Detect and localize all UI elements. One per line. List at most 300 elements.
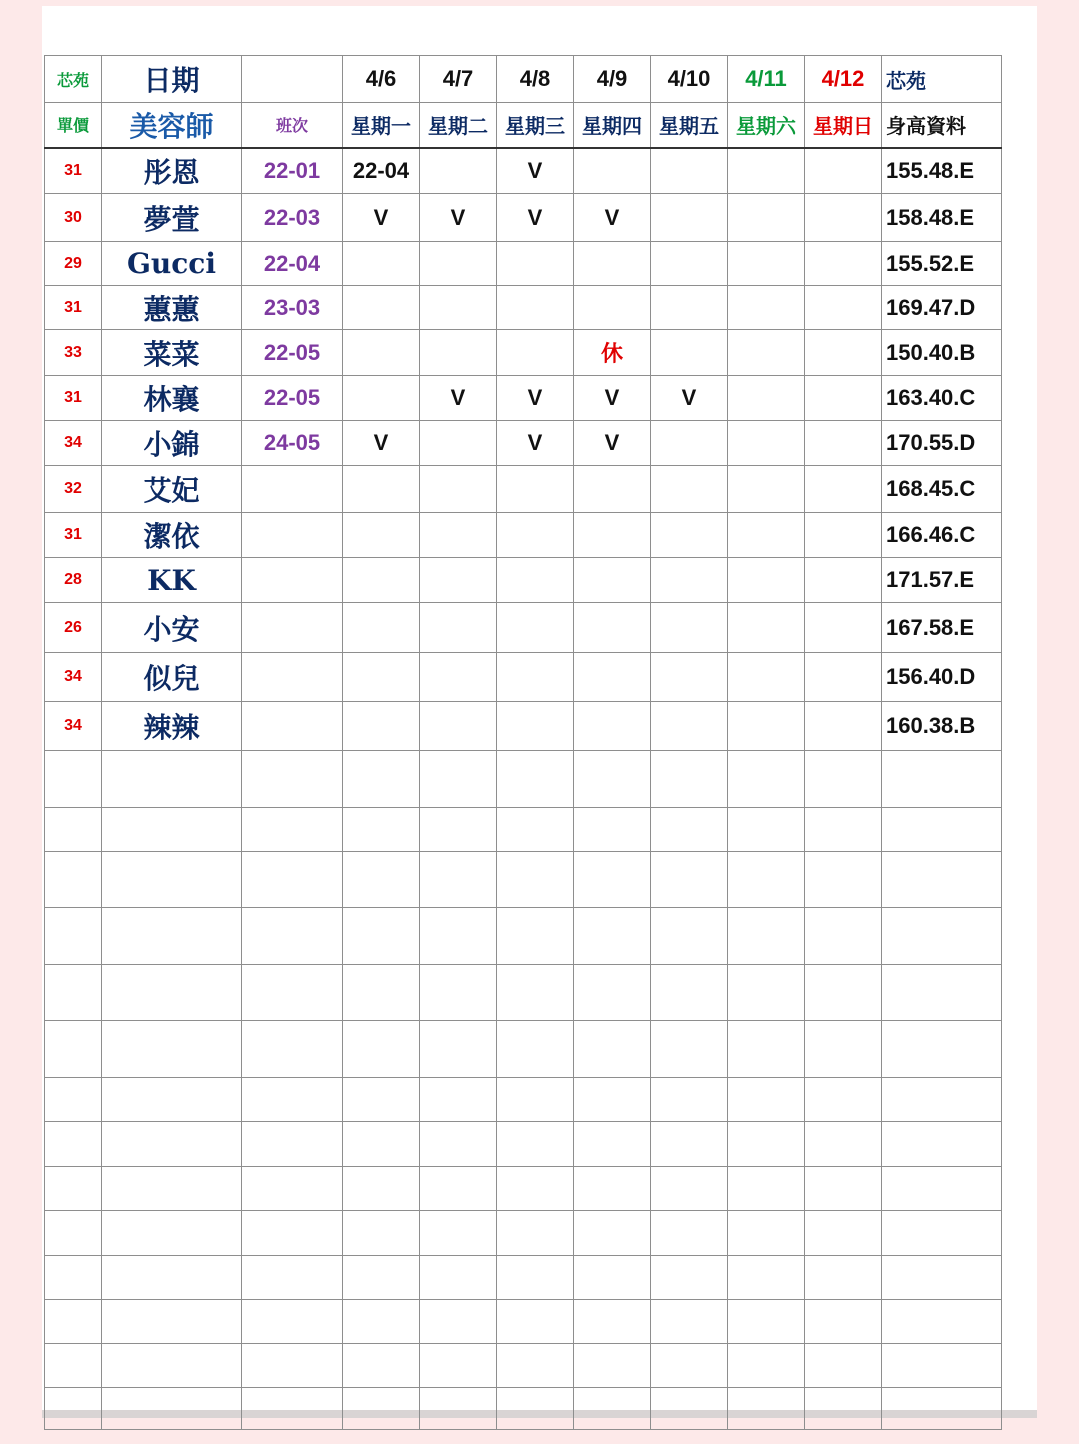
header-row-dates [45, 56, 1002, 103]
height-info-cell: 158.48.E [882, 194, 1002, 242]
stylist-name: 彤恩 [102, 148, 242, 194]
height-info-cell: 156.40.D [882, 653, 1002, 702]
height-info-cell: 155.52.E [882, 242, 1002, 286]
empty-cell [882, 965, 1002, 1021]
empty-cell [242, 1122, 343, 1167]
empty-cell [45, 965, 102, 1021]
empty-cell [651, 1344, 728, 1388]
corner-bottom-label: 單價 [45, 103, 102, 148]
empty-cell [728, 1388, 805, 1430]
attendance-cell-thu: V [574, 376, 651, 421]
empty-cell [420, 965, 497, 1021]
empty-cell [805, 852, 882, 908]
empty-cell [242, 751, 343, 808]
attendance-cell-mon [343, 702, 420, 751]
attendance-cell-wed [497, 603, 574, 653]
empty-cell [728, 908, 805, 965]
height-info-cell: 163.40.C [882, 376, 1002, 421]
empty-cell [45, 808, 102, 852]
empty-cell [343, 852, 420, 908]
empty-cell [45, 751, 102, 808]
empty-cell [242, 1388, 343, 1430]
empty-cell [651, 1211, 728, 1256]
stylist-name: Gucci [102, 242, 242, 286]
empty-cell [497, 1388, 574, 1430]
date-cell-wed: 4/8 [497, 56, 574, 103]
empty-cell [242, 965, 343, 1021]
empty-cell [574, 751, 651, 808]
price-cell: 31 [45, 376, 102, 421]
attendance-cell-sat [728, 603, 805, 653]
attendance-cell-sun [805, 558, 882, 603]
empty-cell [497, 1211, 574, 1256]
weekday-cell-thu: 星期四 [574, 103, 651, 148]
empty-cell [728, 852, 805, 908]
stylist-name: 蕙蕙 [102, 286, 242, 330]
empty-cell [805, 1021, 882, 1078]
empty-row [45, 908, 1002, 965]
empty-cell [651, 1167, 728, 1211]
shift-cell [242, 558, 343, 603]
table-row [45, 286, 1002, 330]
empty-cell [651, 852, 728, 908]
attendance-cell-wed: V [497, 148, 574, 194]
attendance-cell-mon [343, 376, 420, 421]
stylist-name: 艾妃 [102, 466, 242, 513]
empty-cell [102, 908, 242, 965]
height-info-cell: 168.45.C [882, 466, 1002, 513]
empty-cell [805, 751, 882, 808]
empty-cell [420, 1078, 497, 1122]
attendance-cell-tue [420, 421, 497, 466]
empty-cell [102, 1078, 242, 1122]
attendance-cell-wed: V [497, 194, 574, 242]
empty-cell [242, 1211, 343, 1256]
attendance-cell-fri [651, 421, 728, 466]
attendance-cell-tue: V [420, 194, 497, 242]
empty-row [45, 1256, 1002, 1300]
weekday-cell-tue: 星期二 [420, 103, 497, 148]
attendance-cell-sat [728, 330, 805, 376]
empty-cell [574, 852, 651, 908]
shift-header: 班次 [242, 103, 343, 148]
attendance-cell-tue: V [420, 376, 497, 421]
empty-cell [882, 1078, 1002, 1122]
attendance-cell-thu [574, 603, 651, 653]
attendance-cell-thu [574, 513, 651, 558]
attendance-cell-sat [728, 148, 805, 194]
empty-cell [420, 1256, 497, 1300]
table-row [45, 330, 1002, 376]
empty-cell [651, 965, 728, 1021]
shift-cell: 24-05 [242, 421, 343, 466]
attendance-cell-sun [805, 653, 882, 702]
empty-cell [882, 808, 1002, 852]
attendance-cell-fri [651, 653, 728, 702]
attendance-cell-wed: V [497, 421, 574, 466]
attendance-cell-sun [805, 194, 882, 242]
empty-cell [728, 751, 805, 808]
attendance-cell-tue [420, 702, 497, 751]
date-label: 日期 [102, 56, 242, 103]
schedule-table [44, 55, 1002, 1430]
empty-cell [728, 1344, 805, 1388]
attendance-cell-thu [574, 466, 651, 513]
table-row [45, 513, 1002, 558]
attendance-cell-sat [728, 653, 805, 702]
price-cell: 31 [45, 513, 102, 558]
empty-cell [728, 1256, 805, 1300]
empty-row [45, 1021, 1002, 1078]
attendance-cell-sat [728, 421, 805, 466]
empty-cell [497, 1344, 574, 1388]
attendance-cell-tue [420, 558, 497, 603]
empty-cell [102, 852, 242, 908]
empty-row [45, 1122, 1002, 1167]
empty-cell [574, 1211, 651, 1256]
shift-cell [242, 702, 343, 751]
stylist-name: KK [102, 558, 242, 603]
empty-cell [45, 1300, 102, 1344]
attendance-cell-fri [651, 330, 728, 376]
weekday-cell-sun: 星期日 [805, 103, 882, 148]
empty-cell [882, 1300, 1002, 1344]
stylist-name: 林襄 [102, 376, 242, 421]
empty-cell [728, 1122, 805, 1167]
empty-cell [574, 1388, 651, 1430]
empty-cell [497, 1300, 574, 1344]
empty-cell [102, 1167, 242, 1211]
attendance-cell-sat [728, 513, 805, 558]
attendance-cell-sun [805, 603, 882, 653]
price-cell: 28 [45, 558, 102, 603]
empty-cell [805, 1078, 882, 1122]
attendance-cell-sun [805, 148, 882, 194]
empty-cell [805, 1300, 882, 1344]
attendance-cell-wed [497, 286, 574, 330]
empty-cell [882, 1021, 1002, 1078]
attendance-cell-mon: V [343, 194, 420, 242]
attendance-cell-fri [651, 242, 728, 286]
empty-row [45, 1211, 1002, 1256]
empty-cell [242, 852, 343, 908]
empty-cell [574, 965, 651, 1021]
attendance-cell-sat [728, 194, 805, 242]
empty-cell [420, 852, 497, 908]
height-info-cell: 167.58.E [882, 603, 1002, 653]
empty-cell [102, 1122, 242, 1167]
attendance-cell-tue [420, 148, 497, 194]
empty-cell [45, 1256, 102, 1300]
empty-cell [420, 1167, 497, 1211]
stylist-name: 似兒 [102, 653, 242, 702]
height-info-cell: 171.57.E [882, 558, 1002, 603]
info-header-top: 芯苑 [882, 56, 1002, 103]
table-row [45, 194, 1002, 242]
attendance-cell-mon [343, 603, 420, 653]
empty-cell [102, 965, 242, 1021]
attendance-cell-sun [805, 242, 882, 286]
attendance-cell-thu [574, 558, 651, 603]
empty-cell [574, 908, 651, 965]
attendance-cell-wed [497, 653, 574, 702]
empty-cell [574, 1021, 651, 1078]
empty-cell [497, 852, 574, 908]
empty-cell [343, 1122, 420, 1167]
empty-cell [882, 852, 1002, 908]
empty-cell [343, 1344, 420, 1388]
attendance-cell-fri [651, 148, 728, 194]
table-row [45, 702, 1002, 751]
empty-cell [420, 808, 497, 852]
empty-cell [497, 808, 574, 852]
empty-row [45, 1388, 1002, 1430]
attendance-cell-tue [420, 603, 497, 653]
empty-cell [343, 1021, 420, 1078]
empty-cell [651, 751, 728, 808]
empty-cell [242, 1078, 343, 1122]
price-cell: 33 [45, 330, 102, 376]
empty-cell [805, 1344, 882, 1388]
attendance-cell-sun [805, 466, 882, 513]
corner-top-label: 芯苑 [45, 56, 102, 103]
stylist-name: 夢萱 [102, 194, 242, 242]
attendance-cell-thu [574, 286, 651, 330]
shift-cell: 22-03 [242, 194, 343, 242]
stylist-name: 小錦 [102, 421, 242, 466]
attendance-cell-mon [343, 558, 420, 603]
shift-cell [242, 653, 343, 702]
attendance-cell-thu: V [574, 421, 651, 466]
empty-cell [242, 1021, 343, 1078]
attendance-cell-thu [574, 242, 651, 286]
empty-cell [102, 1388, 242, 1430]
empty-cell [805, 1256, 882, 1300]
empty-cell [343, 965, 420, 1021]
table-row [45, 148, 1002, 194]
price-cell: 31 [45, 148, 102, 194]
empty-cell [420, 908, 497, 965]
attendance-cell-tue [420, 330, 497, 376]
attendance-cell-sun [805, 702, 882, 751]
empty-cell [805, 1388, 882, 1430]
empty-cell [882, 1344, 1002, 1388]
empty-cell [882, 1388, 1002, 1430]
empty-cell [497, 1122, 574, 1167]
empty-cell [651, 1078, 728, 1122]
empty-cell [45, 1211, 102, 1256]
empty-cell [420, 1021, 497, 1078]
empty-row [45, 1300, 1002, 1344]
price-cell: 31 [45, 286, 102, 330]
stylist-name: 潔依 [102, 513, 242, 558]
attendance-cell-sun [805, 376, 882, 421]
empty-cell [102, 1256, 242, 1300]
empty-cell [420, 1122, 497, 1167]
attendance-cell-sun [805, 513, 882, 558]
empty-cell [242, 808, 343, 852]
empty-cell [102, 751, 242, 808]
empty-cell [343, 751, 420, 808]
empty-row [45, 965, 1002, 1021]
empty-cell [728, 808, 805, 852]
empty-cell [651, 808, 728, 852]
empty-cell [728, 965, 805, 1021]
attendance-cell-fri [651, 286, 728, 330]
shift-header-top [242, 56, 343, 103]
empty-cell [882, 1256, 1002, 1300]
empty-row [45, 1078, 1002, 1122]
empty-cell [651, 1021, 728, 1078]
attendance-cell-sat [728, 286, 805, 330]
weekday-cell-wed: 星期三 [497, 103, 574, 148]
empty-cell [497, 751, 574, 808]
empty-row [45, 1167, 1002, 1211]
empty-cell [728, 1211, 805, 1256]
empty-cell [882, 751, 1002, 808]
shift-cell: 23-03 [242, 286, 343, 330]
attendance-cell-sat [728, 558, 805, 603]
attendance-cell-mon [343, 242, 420, 286]
empty-cell [805, 1167, 882, 1211]
attendance-cell-sat [728, 702, 805, 751]
empty-row [45, 751, 1002, 808]
empty-cell [651, 1122, 728, 1167]
empty-cell [45, 1122, 102, 1167]
empty-row [45, 808, 1002, 852]
table-row [45, 376, 1002, 421]
empty-cell [242, 1344, 343, 1388]
attendance-cell-mon: V [343, 421, 420, 466]
weekday-cell-fri: 星期五 [651, 103, 728, 148]
empty-cell [805, 1122, 882, 1167]
empty-cell [343, 1256, 420, 1300]
attendance-cell-thu [574, 653, 651, 702]
empty-cell [497, 1167, 574, 1211]
empty-cell [420, 1300, 497, 1344]
empty-cell [242, 1167, 343, 1211]
date-cell-tue: 4/7 [420, 56, 497, 103]
price-cell: 30 [45, 194, 102, 242]
height-info-cell: 155.48.E [882, 148, 1002, 194]
empty-cell [242, 908, 343, 965]
empty-cell [574, 1167, 651, 1211]
shift-cell: 22-01 [242, 148, 343, 194]
empty-cell [497, 965, 574, 1021]
height-info-cell: 160.38.B [882, 702, 1002, 751]
empty-cell [574, 808, 651, 852]
stylist-name: 菜菜 [102, 330, 242, 376]
attendance-cell-fri [651, 603, 728, 653]
empty-cell [102, 808, 242, 852]
empty-cell [882, 1167, 1002, 1211]
empty-row [45, 1344, 1002, 1388]
date-cell-thu: 4/9 [574, 56, 651, 103]
date-cell-mon: 4/6 [343, 56, 420, 103]
empty-cell [497, 1256, 574, 1300]
price-cell: 34 [45, 421, 102, 466]
stylist-name: 辣辣 [102, 702, 242, 751]
price-cell: 34 [45, 653, 102, 702]
stylist-header: 美容師 [102, 103, 242, 148]
shift-cell [242, 513, 343, 558]
empty-cell [45, 1344, 102, 1388]
weekday-cell-sat: 星期六 [728, 103, 805, 148]
attendance-cell-tue [420, 286, 497, 330]
attendance-cell-tue [420, 513, 497, 558]
empty-cell [45, 908, 102, 965]
empty-cell [805, 965, 882, 1021]
table-row [45, 421, 1002, 466]
attendance-cell-sun [805, 286, 882, 330]
empty-cell [728, 1078, 805, 1122]
empty-cell [420, 1211, 497, 1256]
empty-cell [420, 1388, 497, 1430]
empty-cell [805, 808, 882, 852]
empty-cell [882, 1122, 1002, 1167]
empty-cell [497, 1021, 574, 1078]
attendance-cell-mon [343, 330, 420, 376]
empty-cell [574, 1256, 651, 1300]
empty-cell [102, 1344, 242, 1388]
empty-cell [574, 1122, 651, 1167]
empty-cell [882, 908, 1002, 965]
attendance-cell-fri [651, 513, 728, 558]
empty-cell [242, 1300, 343, 1344]
empty-cell [728, 1167, 805, 1211]
height-info-cell: 170.55.D [882, 421, 1002, 466]
empty-cell [343, 1211, 420, 1256]
attendance-cell-sat [728, 466, 805, 513]
table-row [45, 603, 1002, 653]
empty-cell [45, 1021, 102, 1078]
shift-cell [242, 603, 343, 653]
empty-cell [343, 1078, 420, 1122]
empty-cell [45, 1078, 102, 1122]
empty-cell [420, 751, 497, 808]
attendance-cell-fri [651, 466, 728, 513]
empty-row [45, 852, 1002, 908]
attendance-cell-tue [420, 653, 497, 702]
attendance-cell-wed [497, 330, 574, 376]
price-cell: 26 [45, 603, 102, 653]
empty-cell [343, 1388, 420, 1430]
empty-cell [45, 852, 102, 908]
empty-cell [343, 908, 420, 965]
shift-cell [242, 466, 343, 513]
empty-cell [102, 1211, 242, 1256]
empty-cell [343, 1167, 420, 1211]
attendance-cell-mon: 22-04 [343, 148, 420, 194]
shift-cell: 22-05 [242, 330, 343, 376]
attendance-cell-mon [343, 286, 420, 330]
attendance-cell-fri [651, 558, 728, 603]
empty-cell [102, 1021, 242, 1078]
shift-cell: 22-04 [242, 242, 343, 286]
height-info-cell: 166.46.C [882, 513, 1002, 558]
empty-cell [651, 1256, 728, 1300]
table-row [45, 653, 1002, 702]
attendance-cell-fri [651, 194, 728, 242]
empty-cell [420, 1344, 497, 1388]
attendance-cell-sun [805, 330, 882, 376]
empty-cell [728, 1300, 805, 1344]
attendance-cell-thu: 休 [574, 330, 651, 376]
attendance-cell-tue [420, 466, 497, 513]
empty-cell [651, 908, 728, 965]
date-cell-fri: 4/10 [651, 56, 728, 103]
empty-cell [574, 1344, 651, 1388]
